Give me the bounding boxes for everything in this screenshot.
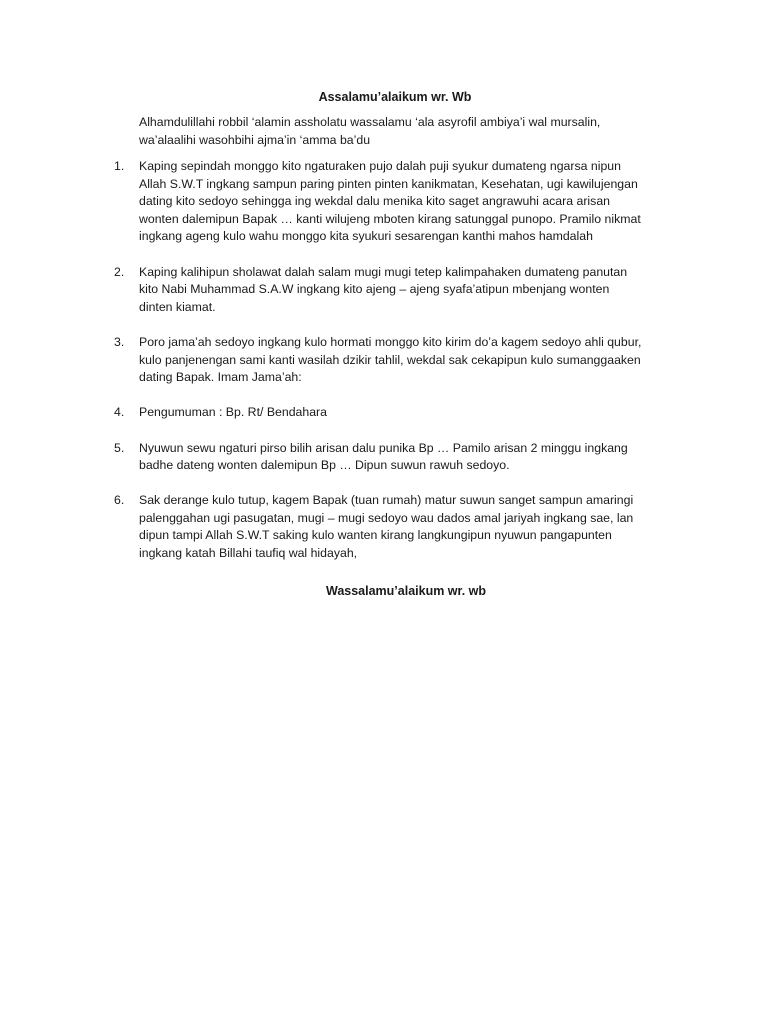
list-item-text: Sak derange kulo tutup, kagem Bapak (tuan rumah) matur suwun sanget sampun amaringi palenggahan ugi pasugatan, mugi – mugi sedoyo wau dados amal jariyah ingkang sae, lan dipun tampi Allah S.W.T saking kulo wanten kirang langkungipun nyuwun pangapunten ingkang katah Billahi taufiq wal hidayah, bbox=[139, 493, 634, 561]
list-item-number: 5. bbox=[114, 440, 125, 455]
document-title: Assalamu’alaikum wr. Wb bbox=[318, 90, 472, 104]
list-spacer bbox=[0, 475, 768, 493]
list-item-text: Pengumuman : Bp. Rt/ Bendahara bbox=[139, 405, 327, 420]
list-item-number: 3. bbox=[114, 334, 125, 349]
closing-greeting: Wassalamu’alaikum wr. wb bbox=[325, 584, 487, 598]
agenda-list bbox=[0, 158, 768, 563]
list-item-number: 6. bbox=[114, 493, 125, 508]
intro-paragraph: Alhamdulillahi robbil ‘alamin assholatu wassalamu ‘ala asyrofil ambiya’i wal mursalin, wa’alaalihi wasohbihi ajma’in ‘amma ba’du bbox=[139, 115, 601, 147]
list-item-text: Nyuwun sewu ngaturi pirso bilih arisan dalu punika Bp … Pamilo arisan 2 minggu ingkang badhe dateng wonten dalemipun Bp … Dipun suwun rawuh sedoyo. bbox=[139, 440, 628, 473]
list-item bbox=[0, 440, 679, 475]
list-item-text: Poro jama’ah sedoyo ingkang kulo hormati monggo kito kirim do’a kagem sedoyo ahli qubur, kulo panjenengan sami kanti wasilah dzikir tahlil, wekdal sak cekapipun kulo sumanggaaken dating Bapak. Imam Jama’ah: bbox=[139, 334, 642, 385]
list-item bbox=[0, 264, 679, 317]
list-spacer bbox=[0, 246, 768, 264]
list-item bbox=[0, 158, 679, 246]
list-item bbox=[0, 404, 679, 422]
list-item-number: 1. bbox=[114, 159, 125, 173]
list-item bbox=[0, 492, 679, 562]
list-spacer bbox=[0, 422, 768, 440]
list-item-text: Kaping sepindah monggo kito ngaturaken pujo dalah puji syukur dumateng ngarsa nipun Allah S.W.T ingkang sampun paring pinten pinten kanikmatan, Kesehatan, ugi kawilujengan dating kito sedoyo sehingga ing wekdal dalu menika kito saget angrawuhi acara arisan wonten dalemipun Bapak … kanti wilujeng mboten kirang satunggal punopo. Pramilo nikmat ingkang ageng kulo wahu monggo kita syukuri sesarengan kanthi mahos hamdalah bbox=[139, 159, 641, 244]
list-item bbox=[0, 334, 679, 387]
list-item-number: 4. bbox=[114, 405, 125, 420]
list-item-number: 2. bbox=[114, 264, 125, 279]
list-item-text: Kaping kalihipun sholawat dalah salam mugi mugi tetep kalimpahaken dumateng panutan kito Nabi Muhammad S.A.W ingkang kito ajeng – ajeng syafa’atipun mbenjang wonten dinten kiamat. bbox=[139, 264, 628, 314]
list-spacer bbox=[0, 387, 768, 405]
list-spacer bbox=[0, 316, 768, 334]
